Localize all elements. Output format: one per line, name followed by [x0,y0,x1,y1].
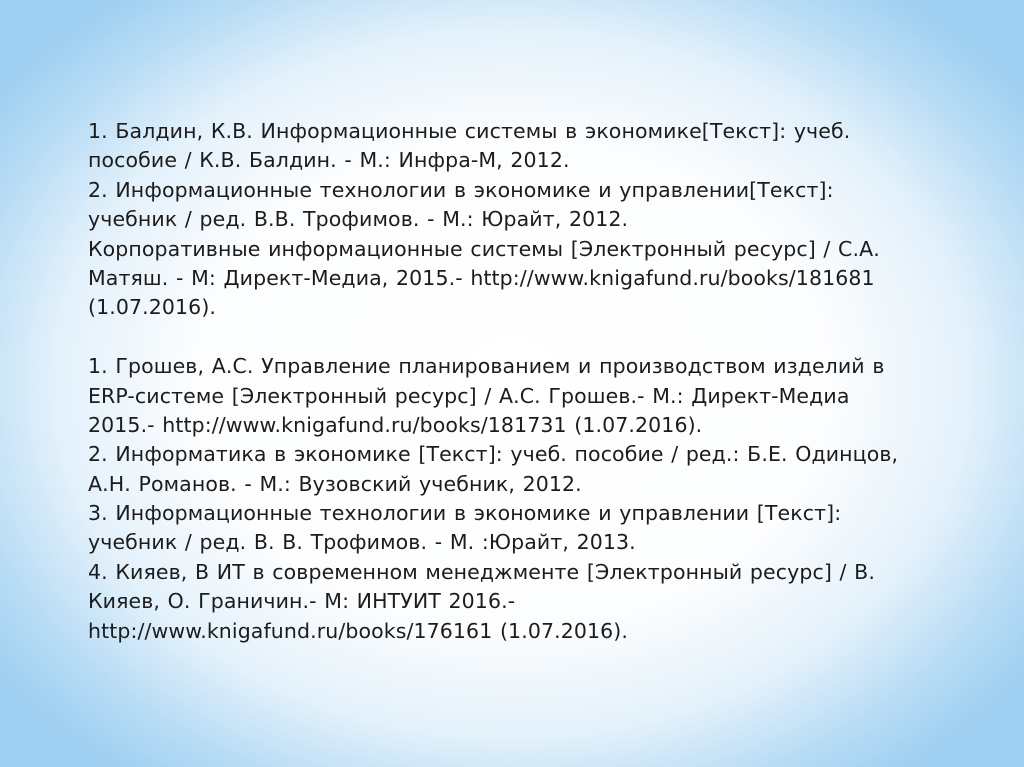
reference-line: пособие / К.В. Балдин. - М.: Инфра-М, 2012. [88,148,570,173]
reference-line: 2015.- http://www.knigafund.ru/books/181731 (1.07.2016). [88,412,703,437]
reference-line: 1. Грошев, А.С. Управление планированием и производством изделий в [88,354,885,379]
reference-line: Кияев, О. Граничин.- М: ИНТУИТ 2016.- [88,589,516,614]
reference-line: 2. Информационные технологии в экономике и управлении[Текст]: [88,177,834,202]
reference-line: Корпоративные информационные системы [Электронный ресурс] / С.А. [88,236,880,261]
reference-line: 1. Балдин, К.В. Информационные системы в экономике[Текст]: учеб. [88,119,851,143]
reference-line: 2. Информатика в экономике [Текст]: учеб. пособие / ред.: Б.Е. Одинцов, [88,442,899,467]
reference-line: (1.07.2016). [88,295,217,320]
reference-list [88,117,988,646]
reference-line: http://www.knigafund.ru/books/176161 (1.07.2016). [88,618,629,643]
reference-group-1 [88,117,988,323]
reference-line: учебник / ред. В.В. Трофимов. - М.: Юрайт, 2012. [88,207,629,232]
reference-line: Матяш. - М: Директ-Медиа, 2015.- http://www.knigafund.ru/books/181681 [88,265,875,290]
reference-group-2 [88,352,988,646]
reference-line: учебник / ред. В. В. Трофимов. - М. :Юрайт, 2013. [88,530,636,555]
reference-line: 3. Информационные технологии в экономике и управлении [Текст]: [88,501,842,526]
reference-line: 4. Кияев, В ИТ в современном менеджменте [Электронный ресурс] / В. [88,559,875,584]
reference-line: А.Н. Романов. - М.: Вузовский учебник, 2012. [88,471,582,496]
group-spacer [88,323,988,352]
reference-line: ERP-системе [Электронный ресурс] / А.С. Грошев.- М.: Директ-Медиа [88,383,850,408]
